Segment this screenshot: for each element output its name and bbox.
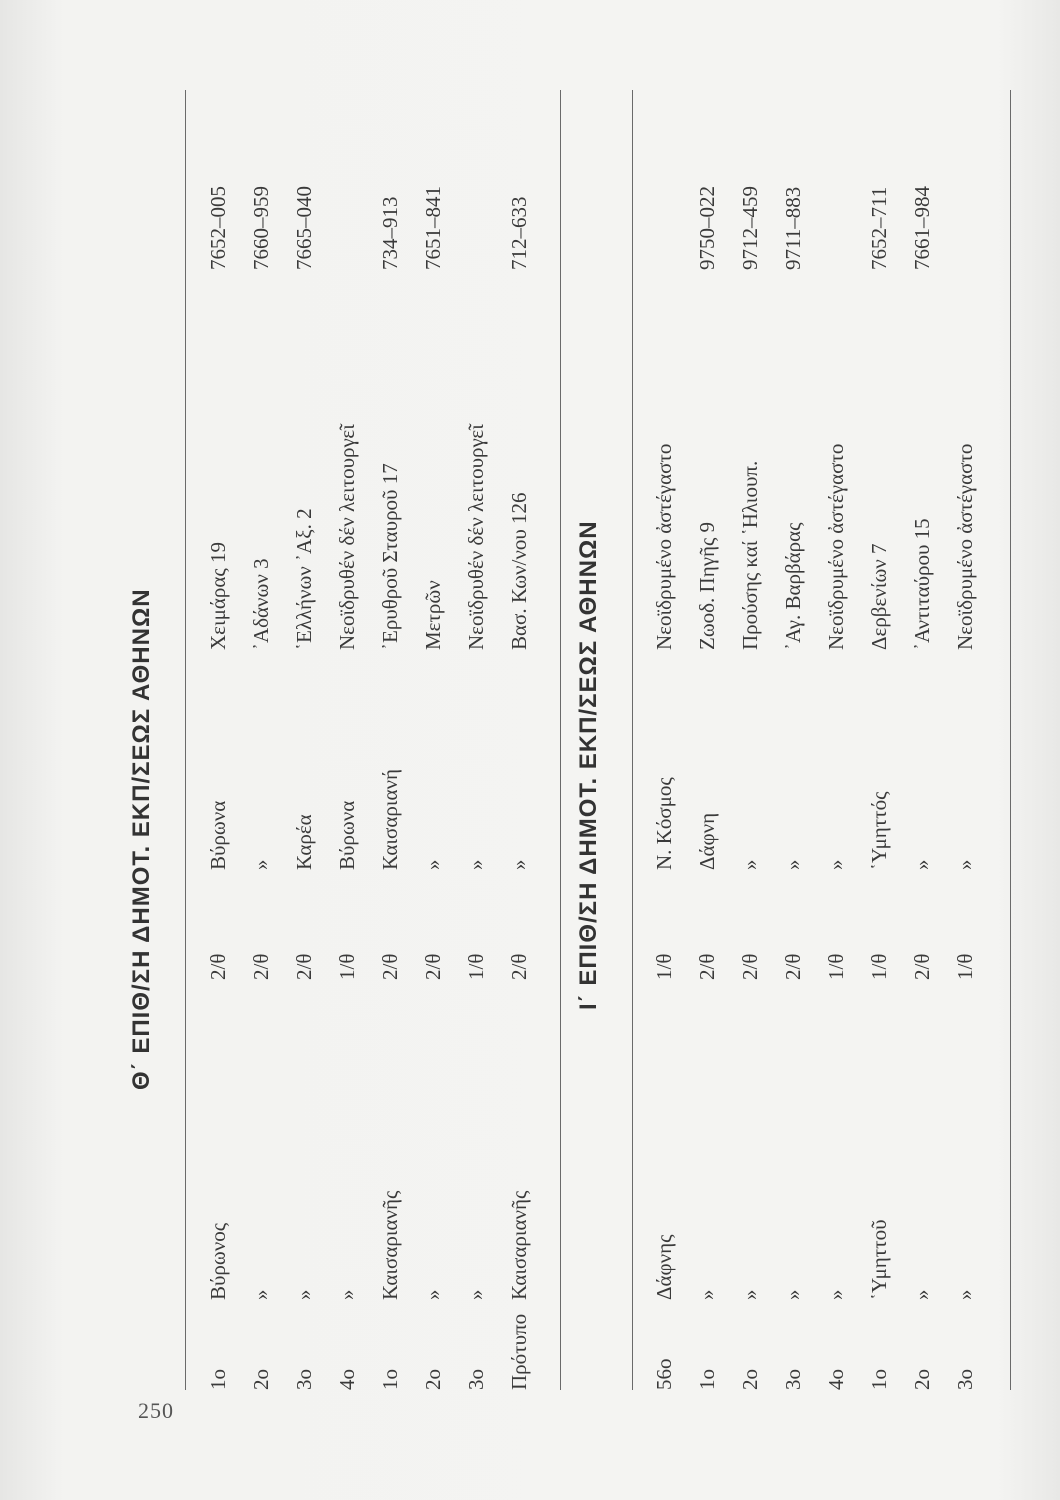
cell-addr: Νεοϊδρυμένο ἀστέγαστο bbox=[652, 443, 676, 650]
top-rule bbox=[185, 90, 186, 1390]
cell-ord: 1ο bbox=[206, 1369, 230, 1390]
cell-ord: 2ο bbox=[249, 1369, 273, 1390]
section-divider bbox=[560, 90, 561, 1390]
cell-area: Καρέα bbox=[292, 814, 316, 870]
cell-ord: 2ο bbox=[910, 1369, 934, 1390]
cell-area: » bbox=[249, 859, 273, 870]
table-row bbox=[652, 90, 690, 1390]
table-row bbox=[695, 90, 733, 1390]
cell-name: Καισαριανῆς bbox=[507, 1190, 531, 1300]
cell-addr: ᾿Αδάνων 3 bbox=[249, 558, 273, 650]
cell-tel: 9712–459 bbox=[738, 186, 762, 270]
cell-area: » bbox=[421, 859, 445, 870]
cell-name: Δάφνης bbox=[652, 1234, 676, 1300]
cell-area: Καισαριανή bbox=[378, 769, 402, 870]
cell-cls: 2/θ bbox=[292, 953, 316, 980]
table-row bbox=[910, 90, 948, 1390]
cell-cls: 1/θ bbox=[953, 953, 977, 980]
cell-cls: 2/θ bbox=[206, 953, 230, 980]
bottom-rule bbox=[1010, 90, 1011, 1390]
cell-area: Βύρωνα bbox=[206, 800, 230, 870]
cell-area: » bbox=[507, 859, 531, 870]
cell-name: » bbox=[824, 1289, 848, 1300]
cell-ord: 4ο bbox=[335, 1369, 359, 1390]
table-row bbox=[249, 90, 287, 1390]
cell-cls: 2/θ bbox=[695, 953, 719, 980]
table-row bbox=[507, 90, 545, 1390]
cell-tel: 734–913 bbox=[378, 196, 402, 270]
table-row bbox=[206, 90, 244, 1390]
cell-tel: 7652–711 bbox=[867, 186, 891, 270]
cell-addr: ῾Ελλήνων ᾿Αξ. 2 bbox=[292, 508, 316, 650]
cell-ord: 3ο bbox=[464, 1369, 488, 1390]
section-rule bbox=[632, 90, 633, 1390]
table-row bbox=[953, 90, 991, 1390]
cell-addr: ᾿Αγ. Βαρβάρας bbox=[781, 522, 805, 650]
cell-addr: ᾿Ερυθροῦ Σταυροῦ 17 bbox=[378, 463, 402, 650]
cell-area: » bbox=[824, 859, 848, 870]
table-row bbox=[738, 90, 776, 1390]
cell-name: » bbox=[249, 1289, 273, 1300]
cell-name: Βύρωνος bbox=[206, 1222, 230, 1300]
cell-ord: 1ο bbox=[867, 1369, 891, 1390]
cell-ord: Πρότυπο bbox=[507, 1313, 531, 1390]
cell-ord: 1ο bbox=[695, 1369, 719, 1390]
cell-cls: 2/θ bbox=[507, 953, 531, 980]
cell-tel: 7661–984 bbox=[910, 186, 934, 270]
cell-addr: Νεοϊδρυθέν δέν λειτουργεῖ bbox=[464, 424, 488, 650]
cell-addr: Νεοϊδρυμένο ἀστέγαστο bbox=[953, 443, 977, 650]
cell-cls: 2/θ bbox=[421, 953, 445, 980]
table-row bbox=[824, 90, 862, 1390]
cell-ord: 3ο bbox=[292, 1369, 316, 1390]
cell-ord: 3ο bbox=[953, 1369, 977, 1390]
cell-name: » bbox=[781, 1289, 805, 1300]
cell-addr: Νεοϊδρυθέν δέν λειτουργεῖ bbox=[335, 424, 359, 650]
cell-addr: ᾿Αντιταύρου 15 bbox=[910, 518, 934, 650]
table-row bbox=[335, 90, 373, 1390]
table-row bbox=[421, 90, 459, 1390]
cell-cls: 2/θ bbox=[249, 953, 273, 980]
cell-ord: 2ο bbox=[738, 1369, 762, 1390]
table-row bbox=[867, 90, 905, 1390]
section-title: Ι΄ ΕΠΙΘ/ΣΗ ΔΗΜΟΤ. ΕΚΠ/ΣΕΩΣ ΑΘΗΝΩΝ bbox=[575, 520, 602, 1010]
cell-name: » bbox=[464, 1289, 488, 1300]
cell-addr: Προύσης καί ῾Ηλιουπ. bbox=[738, 460, 762, 650]
cell-ord: 2ο bbox=[421, 1369, 445, 1390]
cell-addr: Δερβενίων 7 bbox=[867, 543, 891, 650]
cell-cls: 2/θ bbox=[781, 953, 805, 980]
cell-name: ῾Υμηττοῦ bbox=[867, 1219, 891, 1300]
cell-cls: 2/θ bbox=[910, 953, 934, 980]
cell-area: Δάφνη bbox=[695, 812, 719, 870]
cell-cls: 1/θ bbox=[652, 953, 676, 980]
cell-tel: 9711–883 bbox=[781, 186, 805, 270]
cell-name: » bbox=[421, 1289, 445, 1300]
cell-tel: 9750–022 bbox=[695, 186, 719, 270]
cell-tel: 7660–959 bbox=[249, 186, 273, 270]
cell-tel: 712–633 bbox=[507, 196, 531, 270]
cell-area: » bbox=[953, 859, 977, 870]
section-title: Θ΄ ΕΠΙΘ/ΣΗ ΔΗΜΟΤ. ΕΚΠ/ΣΕΩΣ ΑΘΗΝΩΝ bbox=[128, 588, 155, 1090]
cell-ord: 4ο bbox=[824, 1369, 848, 1390]
cell-name: » bbox=[335, 1289, 359, 1300]
table-row bbox=[378, 90, 416, 1390]
rotated-table-block bbox=[120, 90, 1020, 1390]
cell-tel: 7665–040 bbox=[292, 186, 316, 270]
page-number: 250 bbox=[138, 1398, 174, 1423]
cell-area: Βύρωνα bbox=[335, 800, 359, 870]
cell-area: » bbox=[910, 859, 934, 870]
cell-name: » bbox=[953, 1289, 977, 1300]
cell-area: Ν. Κόσμος bbox=[652, 777, 676, 870]
cell-cls: 2/θ bbox=[378, 953, 402, 980]
cell-ord: 3ο bbox=[781, 1369, 805, 1390]
cell-name: » bbox=[910, 1289, 934, 1300]
cell-area: » bbox=[464, 859, 488, 870]
cell-cls: 1/θ bbox=[464, 953, 488, 980]
cell-ord: 1ο bbox=[378, 1369, 402, 1390]
cell-cls: 1/θ bbox=[824, 953, 848, 980]
cell-area: ῾Υμηττός bbox=[867, 791, 891, 870]
cell-cls: 1/θ bbox=[335, 953, 359, 980]
table-row bbox=[781, 90, 819, 1390]
cell-tel: 7651–841 bbox=[421, 186, 445, 270]
table-row bbox=[292, 90, 330, 1390]
cell-addr: Νεοϊδρυμένο ἀστέγαστο bbox=[824, 443, 848, 650]
cell-cls: 2/θ bbox=[738, 953, 762, 980]
cell-name: » bbox=[695, 1289, 719, 1300]
cell-addr: Ζωοδ. Πηγῆς 9 bbox=[695, 521, 719, 650]
cell-tel: 7652–005 bbox=[206, 186, 230, 270]
cell-name: » bbox=[292, 1289, 316, 1300]
cell-addr: Χειμάρας 19 bbox=[206, 542, 230, 650]
cell-addr: Βασ. Κων/νου 126 bbox=[507, 492, 531, 650]
cell-area: » bbox=[781, 859, 805, 870]
table-row bbox=[464, 90, 502, 1390]
cell-area: » bbox=[738, 859, 762, 870]
cell-addr: Μετρῶν bbox=[421, 580, 445, 650]
cell-name: » bbox=[738, 1289, 762, 1300]
cell-ord: 56ο bbox=[652, 1358, 676, 1390]
cell-cls: 1/θ bbox=[867, 953, 891, 980]
cell-name: Καισαριανῆς bbox=[378, 1190, 402, 1300]
